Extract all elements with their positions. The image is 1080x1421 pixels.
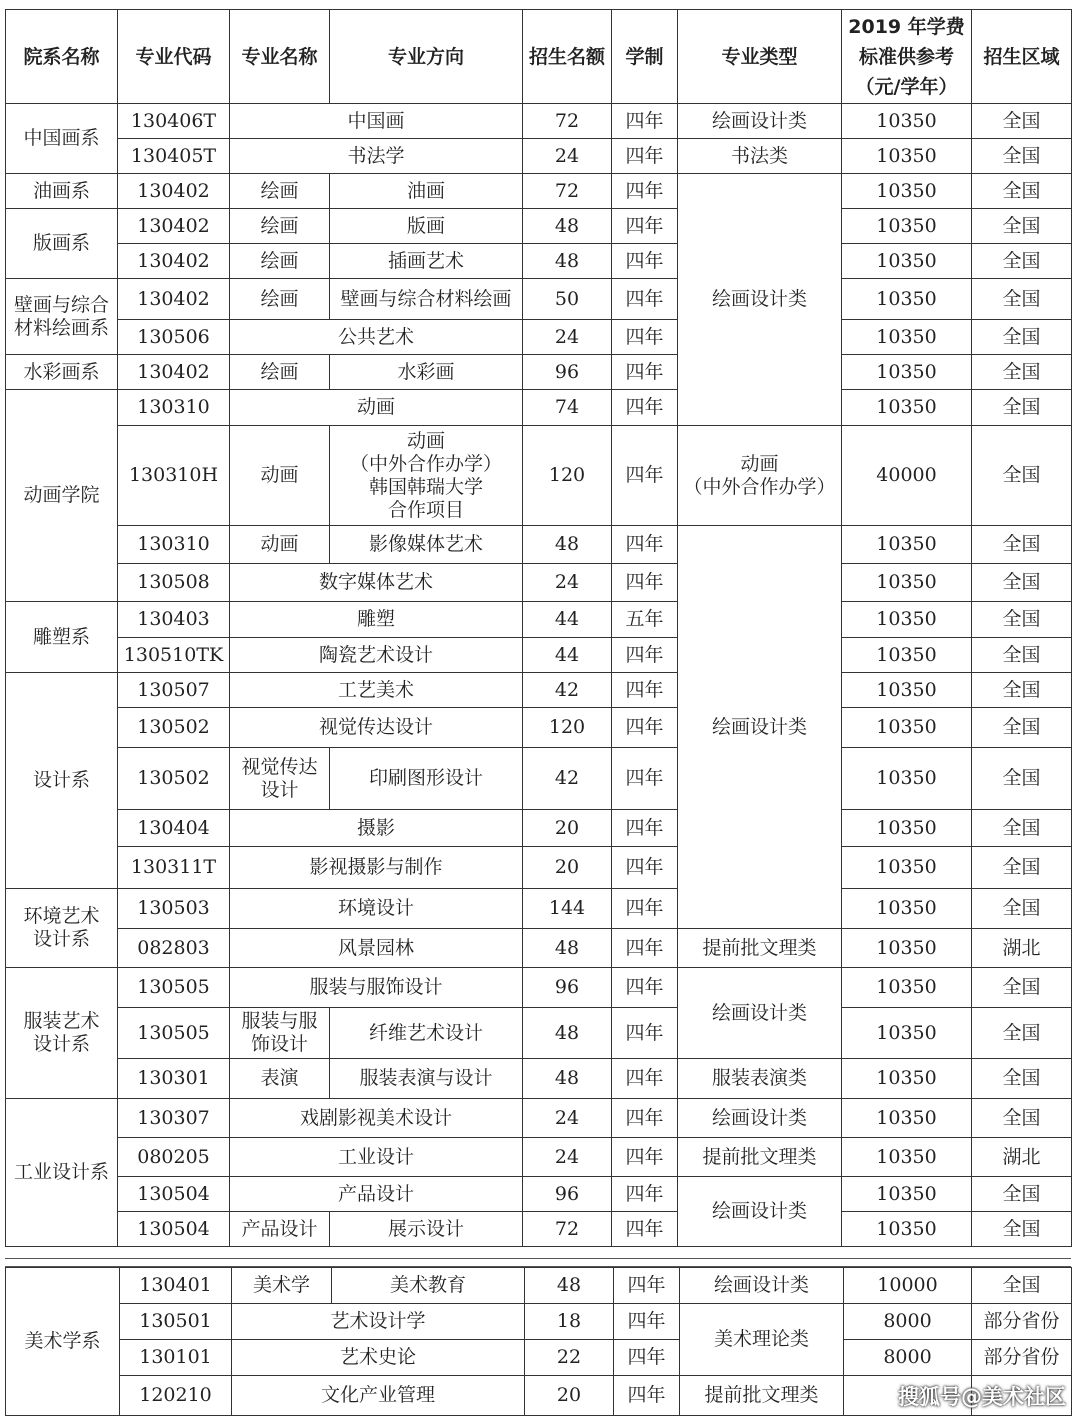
region-cell: 全国: [972, 526, 1072, 564]
table-row: [6, 673, 1072, 708]
region-cell: 全国: [972, 1177, 1072, 1212]
fee-cell: 10350: [842, 526, 972, 564]
header-fee-line3: （元/学年）: [855, 75, 958, 98]
code-cell: 130310H: [118, 426, 230, 526]
direction-line: （中外合作办学）: [349, 452, 502, 475]
quota-cell: 24: [523, 320, 612, 355]
code-cell: 130402: [118, 209, 230, 244]
dept-line: 服装艺术: [23, 1010, 100, 1032]
code-cell: 130503: [118, 889, 230, 929]
quota-cell: 48: [523, 929, 612, 968]
fee-cell: 10350: [842, 1177, 972, 1212]
fee-cell: 8000: [844, 1340, 972, 1376]
type-cell: 绘画设计类: [678, 968, 842, 1059]
dept-cell: 美术学系: [6, 1268, 120, 1416]
table-row: [6, 1212, 1072, 1247]
direction-cell: 纤维艺术设计: [330, 1008, 523, 1059]
fee-cell: 10350: [842, 1138, 972, 1177]
quota-cell: 24: [523, 1099, 612, 1138]
region-cell: 全国: [972, 673, 1072, 708]
code-cell: 130505: [118, 1008, 230, 1059]
code-cell: 130402: [118, 355, 230, 390]
direction-cell: 艺术史论: [232, 1340, 525, 1376]
direction-line: 合作项目: [387, 498, 464, 521]
major-line: 设计: [260, 778, 299, 801]
fee-cell: 10350: [842, 708, 972, 748]
region-cell: 全国: [972, 279, 1072, 320]
direction-cell: [330, 426, 523, 526]
quota-cell: 48: [523, 1008, 612, 1059]
quota-cell: 48: [523, 209, 612, 244]
table-row: [6, 929, 1072, 968]
table-row: [6, 104, 1072, 139]
quota-cell: 48: [523, 526, 612, 564]
region-cell: 全国: [972, 1059, 1072, 1099]
fee-cell: 8000: [844, 1304, 972, 1340]
fee-cell: 10350: [842, 602, 972, 638]
type-cell: 提前批文理类: [678, 929, 842, 968]
code-cell: 130404: [118, 810, 230, 847]
quota-cell: 44: [523, 638, 612, 673]
direction-cell: 产品设计: [230, 1177, 523, 1212]
fee-cell: 10350: [842, 673, 972, 708]
region-cell: 全国: [972, 1212, 1072, 1247]
years-cell: 四年: [614, 1376, 680, 1416]
quota-cell: 44: [523, 602, 612, 638]
code-cell: 130510TK: [118, 638, 230, 673]
region-cell: 全国: [972, 810, 1072, 847]
fee-cell: 10350: [842, 1008, 972, 1059]
direction-cell: 影像媒体艺术: [330, 526, 523, 564]
years-cell: 四年: [612, 889, 678, 929]
code-cell: 130101: [120, 1340, 232, 1376]
region-cell: 全国: [972, 968, 1072, 1008]
type-cell: 书法类: [678, 139, 842, 174]
dept-cell: 动画学院: [6, 390, 118, 602]
years-cell: 四年: [612, 1177, 678, 1212]
quota-cell: 24: [523, 139, 612, 174]
major-line: 饰设计: [250, 1033, 308, 1055]
code-cell: 130402: [118, 244, 230, 279]
direction-cell: 工业设计: [230, 1138, 523, 1177]
years-cell: 四年: [612, 139, 678, 174]
years-cell: 四年: [612, 244, 678, 279]
region-cell: 全国: [972, 748, 1072, 810]
table-row: [6, 426, 1072, 526]
code-cell: 130402: [118, 279, 230, 320]
header-dept: 院系名称: [6, 10, 118, 104]
years-cell: 四年: [612, 564, 678, 602]
type-cell: 提前批文理类: [678, 1138, 842, 1177]
quota-cell: 48: [523, 1059, 612, 1099]
direction-cell: 风景园林: [230, 929, 523, 968]
fee-cell: 10350: [842, 320, 972, 355]
years-cell: 四年: [614, 1268, 680, 1304]
table-row: [6, 244, 1072, 279]
years-cell: 四年: [612, 174, 678, 209]
region-cell: 全国: [972, 104, 1072, 139]
major-cell: 美术学: [232, 1268, 332, 1304]
type-cell: [678, 426, 842, 526]
table-row: [6, 1340, 1072, 1376]
code-cell: 130508: [118, 564, 230, 602]
dept-line: 壁画与综合: [13, 293, 109, 316]
header-major: 专业名称: [230, 10, 330, 104]
region-cell: 全国: [972, 320, 1072, 355]
major-cell: 动画: [230, 526, 330, 564]
fee-cell: 10350: [842, 638, 972, 673]
region-cell: 全国: [972, 1099, 1072, 1138]
enrollment-table: [5, 9, 1072, 1247]
table-row: [6, 1177, 1072, 1212]
type-cell: 美术理论类: [680, 1304, 844, 1376]
major-cell: 绘画: [230, 355, 330, 390]
dept-line: 设计系: [32, 928, 90, 950]
code-cell: 130405T: [118, 139, 230, 174]
region-cell: 全国: [972, 708, 1072, 748]
table-row: [6, 1304, 1072, 1340]
major-cell: 绘画: [230, 174, 330, 209]
direction-cell: 油画: [330, 174, 523, 209]
table-row: [6, 1008, 1072, 1059]
major-cell: 绘画: [230, 209, 330, 244]
direction-cell: 戏剧影视美术设计: [230, 1099, 523, 1138]
direction-line: 韩国韩瑞大学: [368, 475, 483, 498]
code-cell: 130506: [118, 320, 230, 355]
years-cell: 四年: [612, 638, 678, 673]
dept-cell: 版画系: [6, 209, 118, 279]
direction-cell: 数字媒体艺术: [230, 564, 523, 602]
dept-cell: 雕塑系: [6, 602, 118, 673]
fee-cell: 10350: [842, 889, 972, 929]
table-row: [6, 279, 1072, 320]
years-cell: 四年: [612, 209, 678, 244]
region-cell: 全国: [972, 889, 1072, 929]
years-cell: 四年: [612, 673, 678, 708]
quota-cell: 48: [525, 1268, 614, 1304]
table-row: [6, 174, 1072, 209]
quota-cell: 96: [523, 355, 612, 390]
years-cell: 四年: [612, 968, 678, 1008]
direction-cell: 环境设计: [230, 889, 523, 929]
dept-cell: [6, 279, 118, 355]
fee-cell: 10350: [842, 1099, 972, 1138]
years-cell: 四年: [612, 1099, 678, 1138]
code-cell: 130504: [118, 1212, 230, 1247]
quota-cell: 42: [523, 748, 612, 810]
type-cell: 提前批文理类: [680, 1376, 844, 1416]
years-cell: 四年: [612, 104, 678, 139]
fee-cell: 10350: [842, 810, 972, 847]
table-row: [6, 847, 1072, 889]
fee-cell: 10350: [842, 279, 972, 320]
fee-cell: 10350: [842, 748, 972, 810]
code-cell: 130310: [118, 526, 230, 564]
type-cell: 绘画设计类: [678, 174, 842, 426]
major-line: 服装与服: [241, 1010, 318, 1032]
type-cell: 服装表演类: [678, 1059, 842, 1099]
watermark-text: 搜狐号@美术社区: [898, 1385, 1066, 1409]
type-cell: 绘画设计类: [680, 1268, 844, 1304]
fee-cell: 40000: [842, 426, 972, 526]
region-cell: 全国: [972, 174, 1072, 209]
region-cell: 全国: [972, 564, 1072, 602]
dept-cell: 设计系: [6, 673, 118, 889]
region-cell: 全国: [972, 355, 1072, 390]
header-fee: [842, 10, 972, 104]
years-cell: 四年: [612, 1212, 678, 1247]
direction-cell: 中国画: [230, 104, 523, 139]
direction-cell: 视觉传达设计: [230, 708, 523, 748]
major-cell: 产品设计: [230, 1212, 330, 1247]
years-cell: 四年: [612, 1138, 678, 1177]
code-cell: 120210: [120, 1376, 232, 1416]
major-cell: 表演: [230, 1059, 330, 1099]
fee-cell: 10350: [842, 1212, 972, 1247]
quota-cell: 24: [523, 1138, 612, 1177]
header-row: [6, 10, 1072, 104]
region-cell: 全国: [972, 209, 1072, 244]
quota-cell: 96: [523, 968, 612, 1008]
fee-cell: 10350: [842, 355, 972, 390]
header-quota: 招生名额: [523, 10, 612, 104]
code-cell: 130301: [118, 1059, 230, 1099]
table-row: [6, 1099, 1072, 1138]
table-row: [6, 602, 1072, 638]
direction-cell: 服装表演与设计: [330, 1059, 523, 1099]
years-cell: 四年: [612, 355, 678, 390]
direction-cell: 插画艺术: [330, 244, 523, 279]
fee-cell: 10350: [842, 1059, 972, 1099]
region-cell: 全国: [972, 1268, 1072, 1304]
quota-cell: 22: [525, 1340, 614, 1376]
table-row: [6, 390, 1072, 426]
region-cell: 湖北: [972, 929, 1072, 968]
quota-cell: 144: [523, 889, 612, 929]
dept-line: 材料绘画系: [13, 316, 109, 339]
quota-cell: 20: [523, 810, 612, 847]
major-cell: 绘画: [230, 279, 330, 320]
fee-cell: 10000: [844, 1268, 972, 1304]
fee-cell: 10350: [842, 929, 972, 968]
direction-cell: 服装与服饰设计: [230, 968, 523, 1008]
region-cell: 全国: [972, 602, 1072, 638]
quota-cell: 50: [523, 279, 612, 320]
region-cell: 全国: [972, 638, 1072, 673]
direction-cell: 摄影: [230, 810, 523, 847]
fee-cell: 10350: [842, 244, 972, 279]
quota-cell: 20: [525, 1376, 614, 1416]
code-cell: 130502: [118, 708, 230, 748]
type-line: （中外合作办学）: [683, 475, 836, 498]
code-cell: 130310: [118, 390, 230, 426]
direction-line: 动画: [406, 429, 445, 452]
fee-cell: 10350: [842, 209, 972, 244]
direction-cell: 文化产业管理: [232, 1376, 525, 1416]
header-fee-line1: 2019 年学费: [848, 15, 965, 38]
region-cell: 全国: [972, 1008, 1072, 1059]
quota-cell: 96: [523, 1177, 612, 1212]
code-cell: 130505: [118, 968, 230, 1008]
region-cell: 全国: [972, 390, 1072, 426]
years-cell: 四年: [614, 1304, 680, 1340]
section-divider: [5, 1258, 1071, 1259]
fee-cell: 10350: [842, 104, 972, 139]
type-cell: 绘画设计类: [678, 1177, 842, 1247]
table-row: [6, 968, 1072, 1008]
code-cell: 130311T: [118, 847, 230, 889]
table-row: [6, 526, 1072, 564]
code-cell: 130501: [120, 1304, 232, 1340]
years-cell: 四年: [612, 526, 678, 564]
quota-cell: 18: [525, 1304, 614, 1340]
fee-cell: 10350: [842, 139, 972, 174]
years-cell: 四年: [612, 320, 678, 355]
direction-cell: 陶瓷艺术设计: [230, 638, 523, 673]
region-cell: 全国: [972, 426, 1072, 526]
header-direction: 专业方向: [330, 10, 523, 104]
direction-cell: 雕塑: [230, 602, 523, 638]
years-cell: 五年: [612, 602, 678, 638]
direction-cell: 印刷图形设计: [330, 748, 523, 810]
quota-cell: 42: [523, 673, 612, 708]
region-cell: 湖北: [972, 1138, 1072, 1177]
dept-cell: 工业设计系: [6, 1099, 118, 1247]
years-cell: 四年: [612, 708, 678, 748]
dept-cell: [6, 889, 118, 968]
direction-cell: 书法学: [230, 139, 523, 174]
quota-cell: 72: [523, 1212, 612, 1247]
table-row: [6, 564, 1072, 602]
table-row: [6, 1268, 1072, 1304]
table-row: [6, 1138, 1072, 1177]
type-cell: 绘画设计类: [678, 104, 842, 139]
direction-cell: 水彩画: [330, 355, 523, 390]
type-cell: 绘画设计类: [678, 1099, 842, 1138]
major-cell: [230, 748, 330, 810]
years-cell: 四年: [612, 279, 678, 320]
quota-cell: 72: [523, 104, 612, 139]
table-row: [6, 708, 1072, 748]
code-cell: 130507: [118, 673, 230, 708]
years-cell: 四年: [612, 748, 678, 810]
fee-cell: 10350: [842, 847, 972, 889]
code-cell: 130504: [118, 1177, 230, 1212]
quota-cell: 74: [523, 390, 612, 426]
direction-cell: 版画: [330, 209, 523, 244]
region-cell: 部分省份: [972, 1304, 1072, 1340]
dept-line: 设计系: [32, 1033, 90, 1055]
major-line: 视觉传达: [241, 755, 318, 778]
dept-cell: [6, 968, 118, 1099]
table-row: [6, 209, 1072, 244]
direction-cell: 公共艺术: [230, 320, 523, 355]
years-cell: 四年: [612, 810, 678, 847]
type-cell: 绘画设计类: [678, 526, 842, 929]
code-cell: 130406T: [118, 104, 230, 139]
code-cell: 130402: [118, 174, 230, 209]
fee-cell: 10350: [842, 174, 972, 209]
major-cell: 绘画: [230, 244, 330, 279]
quota-cell: 120: [523, 426, 612, 526]
table-row: [6, 889, 1072, 929]
table-row: [6, 638, 1072, 673]
region-cell: 全国: [972, 244, 1072, 279]
years-cell: 四年: [612, 1059, 678, 1099]
code-cell: 130401: [120, 1268, 232, 1304]
header-years: 学制: [612, 10, 678, 104]
table-row: [6, 139, 1072, 174]
table-row: [6, 810, 1072, 847]
years-cell: 四年: [614, 1340, 680, 1376]
direction-cell: 壁画与综合材料绘画: [330, 279, 523, 320]
table-row: [6, 748, 1072, 810]
direction-cell: 展示设计: [330, 1212, 523, 1247]
years-cell: 四年: [612, 847, 678, 889]
region-cell: 部分省份: [972, 1340, 1072, 1376]
quota-cell: 48: [523, 244, 612, 279]
years-cell: 四年: [612, 390, 678, 426]
years-cell: 四年: [612, 929, 678, 968]
code-cell: 082803: [118, 929, 230, 968]
fee-cell: 10350: [842, 564, 972, 602]
quota-cell: 24: [523, 564, 612, 602]
header-region: 招生区域: [972, 10, 1072, 104]
dept-line: 环境艺术: [23, 905, 100, 927]
header-fee-line2: 标准供参考: [858, 45, 954, 68]
direction-cell: 影视摄影与制作: [230, 847, 523, 889]
table-row: [6, 355, 1072, 390]
major-cell: [230, 1008, 330, 1059]
dept-cell: 油画系: [6, 174, 118, 209]
quota-cell: 20: [523, 847, 612, 889]
quota-cell: 120: [523, 708, 612, 748]
code-cell: 130307: [118, 1099, 230, 1138]
years-cell: 四年: [612, 426, 678, 526]
direction-cell: 美术教育: [332, 1268, 525, 1304]
code-cell: 130502: [118, 748, 230, 810]
header-code: 专业代码: [118, 10, 230, 104]
code-cell: 130403: [118, 602, 230, 638]
fee-cell: 10350: [842, 968, 972, 1008]
header-type: 专业类型: [678, 10, 842, 104]
direction-cell: 动画: [230, 390, 523, 426]
region-cell: 全国: [972, 139, 1072, 174]
region-cell: 全国: [972, 847, 1072, 889]
table-row: [6, 1059, 1072, 1099]
code-cell: 080205: [118, 1138, 230, 1177]
type-line: 动画: [740, 452, 779, 475]
fee-cell: 10350: [842, 390, 972, 426]
direction-cell: 艺术设计学: [232, 1304, 525, 1340]
major-cell: 动画: [230, 426, 330, 526]
direction-cell: 工艺美术: [230, 673, 523, 708]
dept-cell: 水彩画系: [6, 355, 118, 390]
years-cell: 四年: [612, 1008, 678, 1059]
table-row: [6, 320, 1072, 355]
dept-cell: 中国画系: [6, 104, 118, 174]
quota-cell: 72: [523, 174, 612, 209]
